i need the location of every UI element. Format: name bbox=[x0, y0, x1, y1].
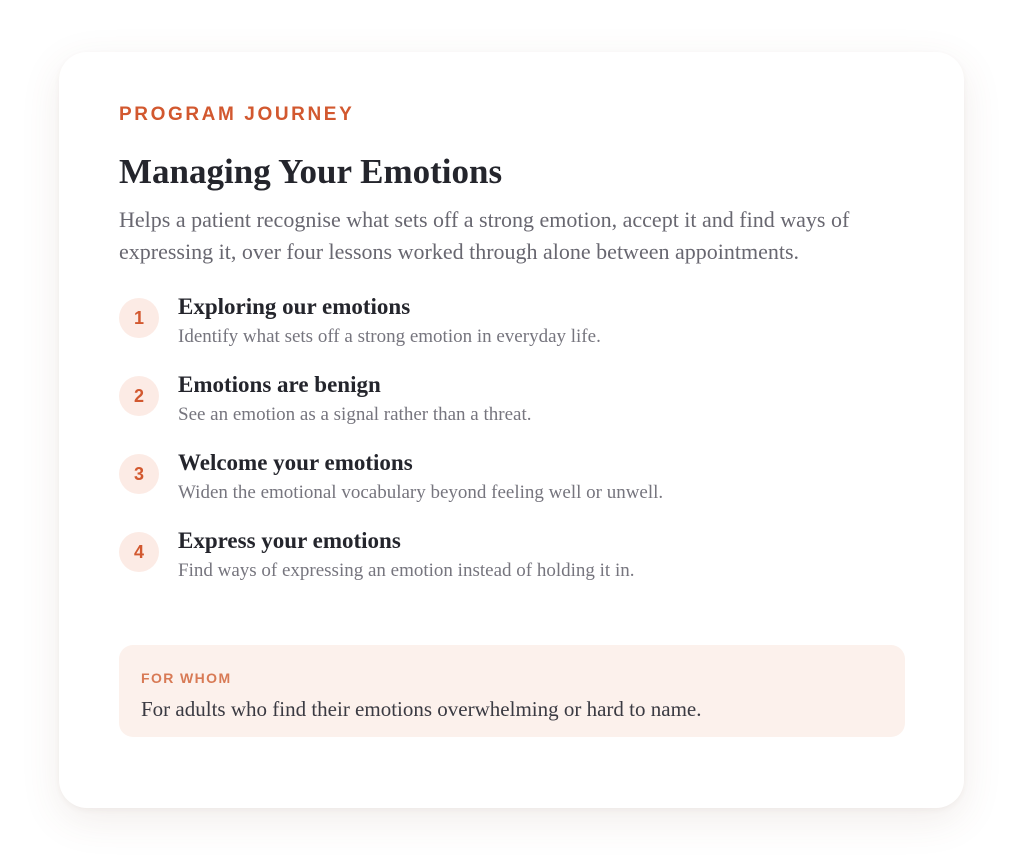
lesson-description: Identify what sets off a strong emotion in everyday life. bbox=[178, 326, 601, 347]
lesson-description: Find ways of expressing an emotion instead of holding it in. bbox=[178, 560, 635, 581]
program-card bbox=[59, 52, 964, 808]
for-whom-panel bbox=[119, 645, 905, 737]
lesson-item bbox=[119, 448, 904, 526]
lesson-number-badge: 4 bbox=[119, 532, 159, 572]
lesson-item bbox=[119, 370, 904, 448]
lesson-description: See an emotion as a signal rather than a threat. bbox=[178, 404, 532, 425]
lesson-title: Welcome your emotions bbox=[178, 450, 413, 475]
lesson-title: Express your emotions bbox=[178, 528, 401, 553]
for-whom-label: FOR WHOM bbox=[141, 670, 232, 686]
lesson-title: Emotions are benign bbox=[178, 372, 381, 397]
lesson-list bbox=[119, 292, 904, 604]
lesson-description: Widen the emotional vocabulary beyond feeling well or unwell. bbox=[178, 482, 664, 503]
lesson-item bbox=[119, 526, 904, 604]
program-description: Helps a patient recognise what sets off a strong emotion, accept it and find ways of expressing it, over four lessons worked through alone between appointments. bbox=[119, 207, 850, 264]
lesson-number-badge: 2 bbox=[119, 376, 159, 416]
lesson-item bbox=[119, 292, 904, 370]
program-title: Managing Your Emotions bbox=[119, 152, 503, 191]
lesson-title: Exploring our emotions bbox=[178, 294, 411, 319]
for-whom-text: For adults who find their emotions overwhelming or hard to name. bbox=[141, 697, 702, 721]
eyebrow-label: PROGRAM JOURNEY bbox=[119, 104, 355, 125]
lesson-number-badge: 3 bbox=[119, 454, 159, 494]
lesson-number-badge: 1 bbox=[119, 298, 159, 338]
